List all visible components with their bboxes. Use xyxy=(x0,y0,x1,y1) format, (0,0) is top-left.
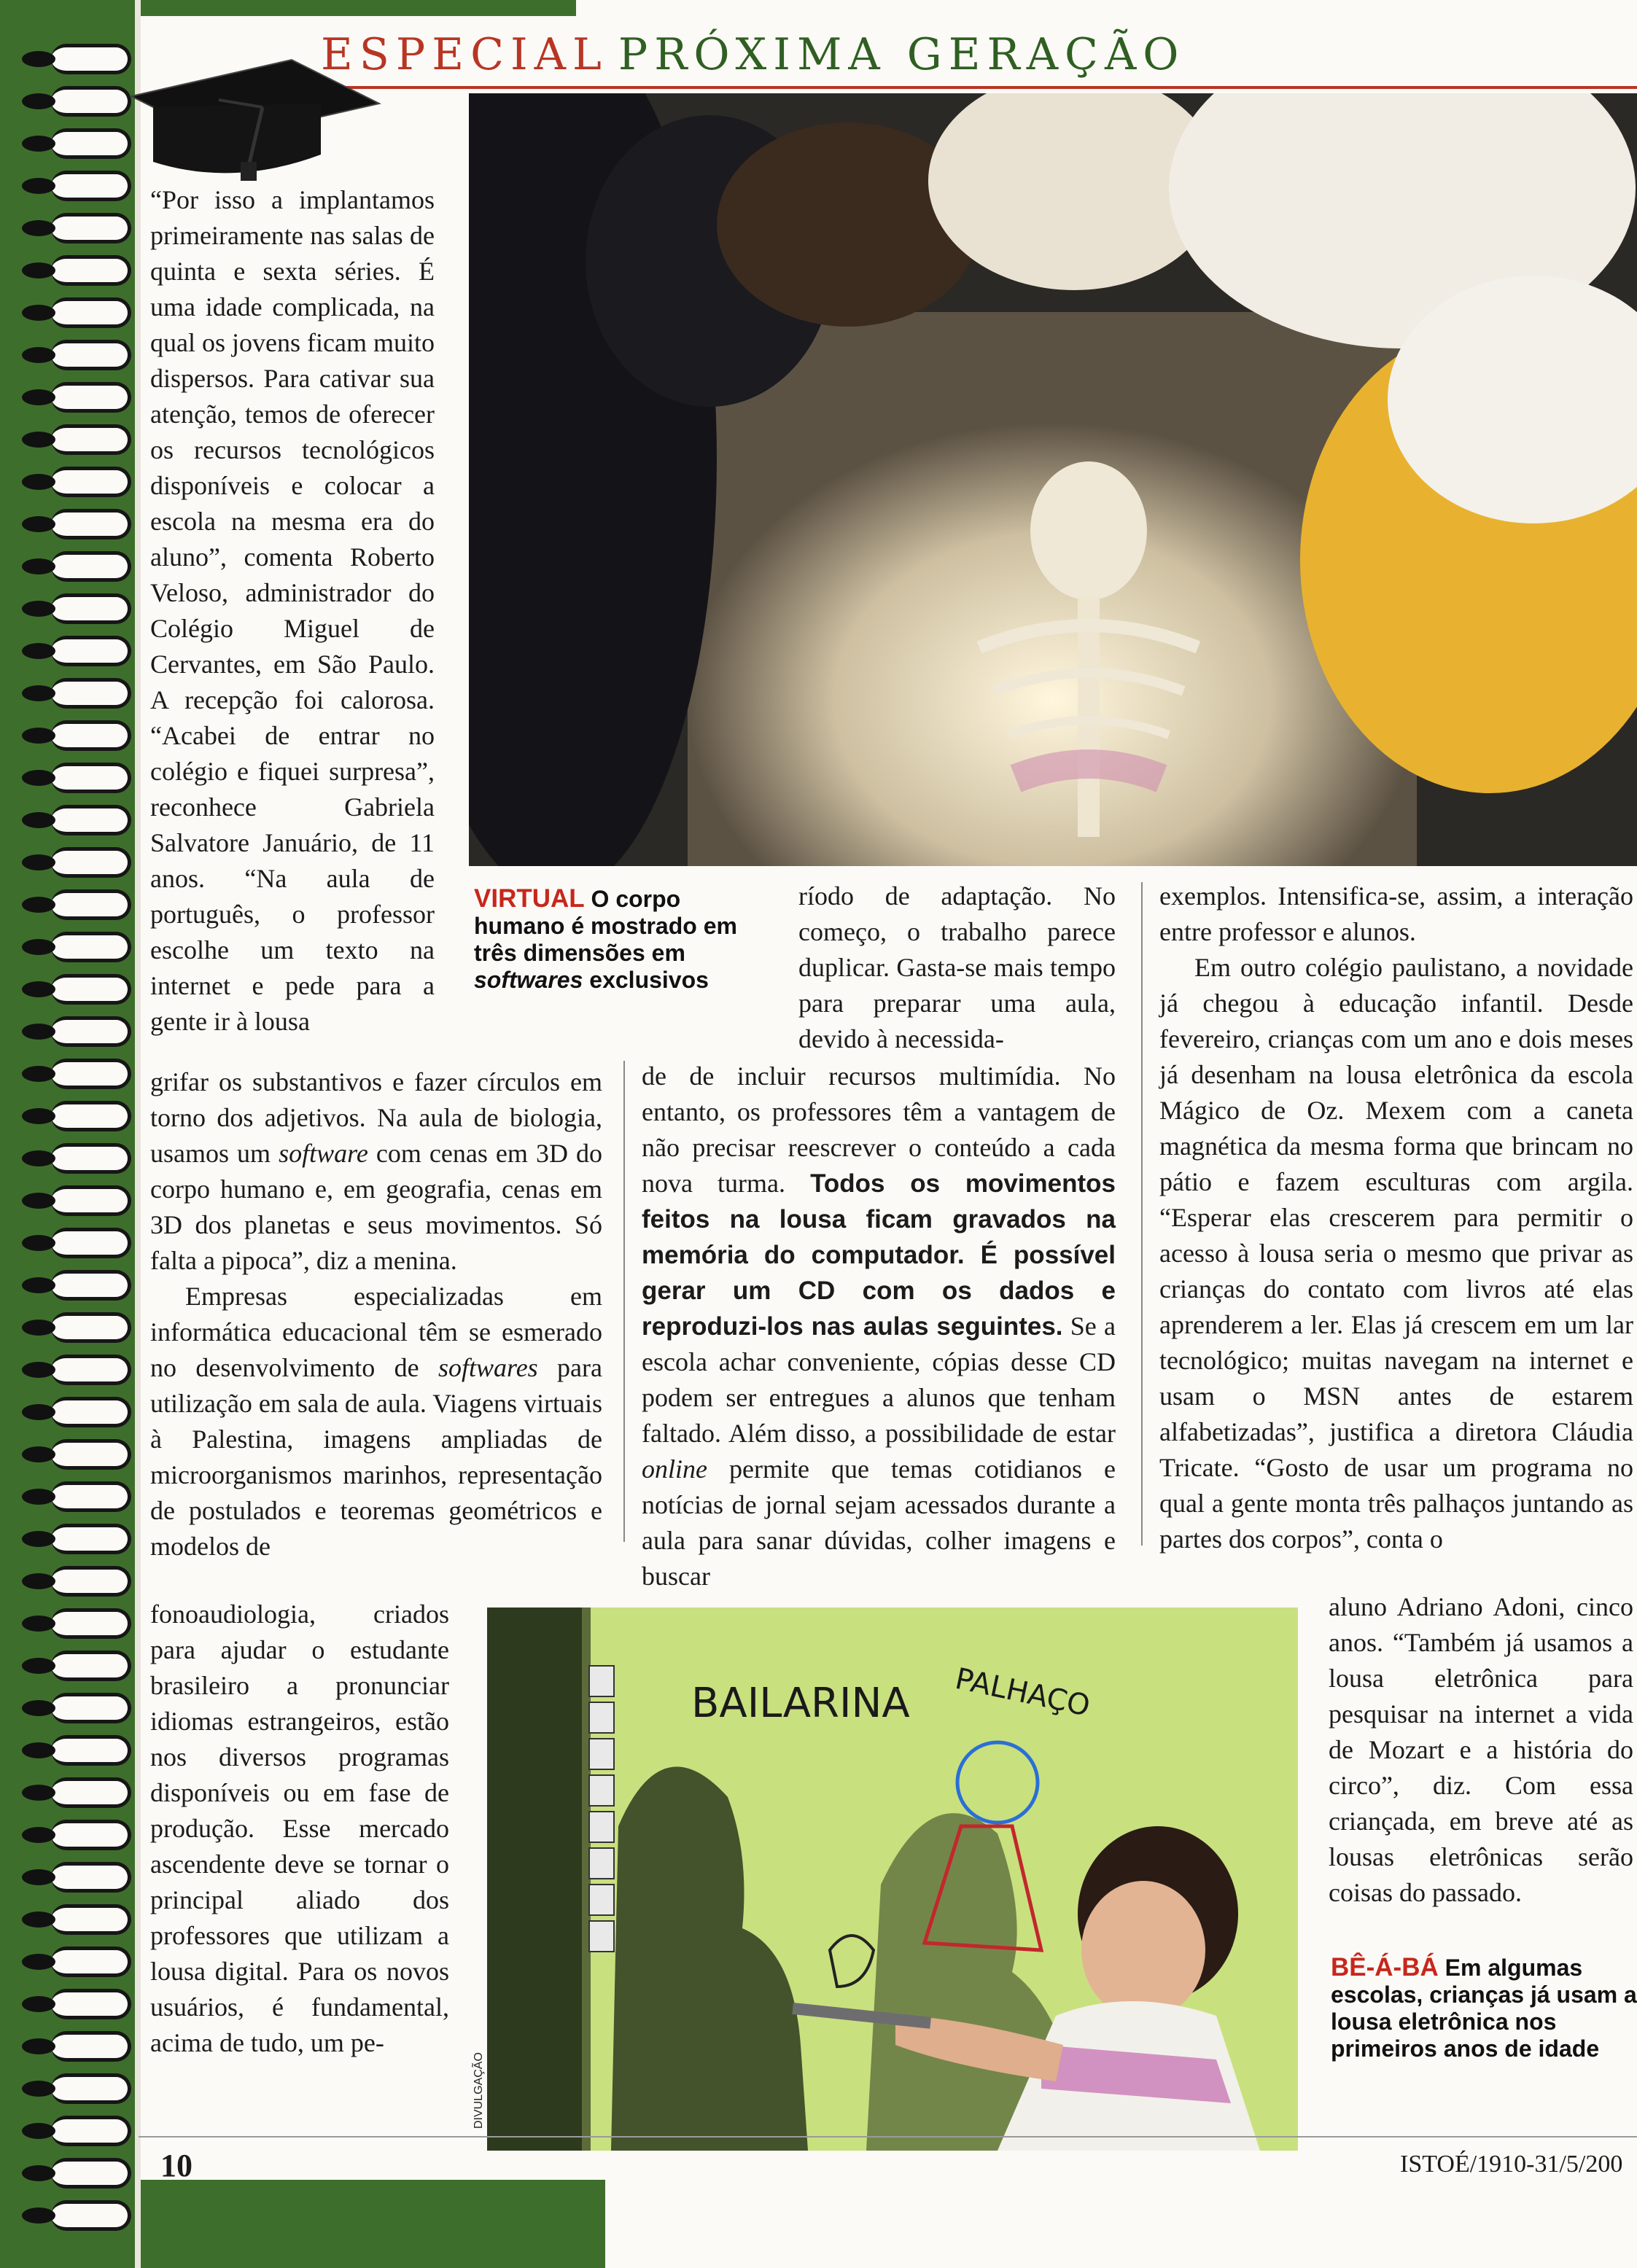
footer-rule xyxy=(139,2136,1637,2138)
paragraph-1: “Por isso a implantamos primeiramente nas salas de quinta e sexta séries. É uma idade complicada, na qual os jovens ficam muito dispersos. Para cativar sua atenção, temos de oferecer os recursos tecnológicos disponíveis e colocar a escola na mesma era do aluno”, comenta Roberto Veloso, administrador do Colégio Miguel de Cervantes, em São Paulo. A recepção foi calorosa. “Acabei de entrar no colégio e fiquei surpresa”, reconhece Gabriela Salvatore Januário, de 11 anos. “Na aula de português, o professor escolhe um texto na internet e pede para a gente ir à lousa xyxy=(150,185,435,1036)
binder-ring xyxy=(51,593,131,624)
binder-ring xyxy=(51,213,131,243)
binder-ring xyxy=(51,847,131,878)
binder-ring xyxy=(51,720,131,751)
section-label: ESPECIAL xyxy=(321,29,608,80)
column-rule-2 xyxy=(1141,882,1143,1546)
whiteboard-label-bailarina: BAILARINA xyxy=(691,1680,910,1727)
whiteboard-label-palhaco: PALHAÇO xyxy=(952,1661,1093,1723)
binder-ring xyxy=(51,297,131,328)
column-1-upper xyxy=(150,182,435,1040)
binder-ring xyxy=(51,1185,131,1216)
caption-keyword-virtual: VIRTUAL xyxy=(474,884,585,913)
section-header xyxy=(321,29,1185,80)
skeleton-scene-illustration xyxy=(469,93,1637,866)
column-3-intro: exemplos. Intensifica-se, assim, a interação entre professor e alunos. xyxy=(1159,881,1633,946)
binder-ring xyxy=(51,1101,131,1131)
graduation-cap-icon xyxy=(124,52,386,184)
binder-ring xyxy=(51,1397,131,1427)
page-number: 10 xyxy=(160,2148,193,2183)
binder-ring xyxy=(51,1820,131,1850)
binder-ring xyxy=(51,128,131,159)
column-3-main xyxy=(1159,878,1633,1557)
binder-ring xyxy=(51,1862,131,1893)
binder-ring xyxy=(51,2031,131,2062)
column-1-middle xyxy=(150,1064,602,1564)
section-title: PRÓXIMA GERAÇÃO xyxy=(618,29,1186,80)
binder-ring xyxy=(51,171,131,201)
binder-ring xyxy=(51,1608,131,1639)
binder-ring xyxy=(51,255,131,286)
binder-ring xyxy=(51,340,131,370)
photo-child-whiteboard xyxy=(487,1608,1298,2151)
binder-ring xyxy=(51,1946,131,1977)
highlighted-text: Todos os movimentos feitos na lousa ficam gravados na memória do computador. É possível gerar um CD com os dados e reproduzi-los nas aulas seguintes. xyxy=(642,1169,1116,1341)
binder-ring xyxy=(51,1651,131,1681)
binder-ring xyxy=(51,805,131,835)
binder-ring xyxy=(51,889,131,920)
column-2-top-text: ríodo de adaptação. No começo, o trabalho parece duplicar. Gasta-se mais tempo para preparar uma aula, devido à necessida- xyxy=(798,881,1116,1053)
binder-ring xyxy=(51,1312,131,1343)
binder-ring xyxy=(51,44,131,74)
binder-ring xyxy=(51,763,131,793)
caption-virtual: VIRTUAL O corpo humano é mostrado em três dimensões em softwares exclusivos xyxy=(474,884,737,993)
binder-ring xyxy=(51,1270,131,1301)
binder-ring xyxy=(51,1143,131,1174)
binder-ring xyxy=(51,1059,131,1089)
binder-ring xyxy=(51,678,131,709)
binder-top-strip xyxy=(0,0,576,16)
column-3-lower xyxy=(1329,1589,1633,1911)
binder-ring xyxy=(51,636,131,666)
binder-ring xyxy=(51,424,131,455)
paragraph-2: Empresas especializadas em informática educacional têm se esmerado no desenvolvimento de softwares para utilização em sala de aula. Viagens virtuais à Palestina, imagens ampliadas de microorganismos marinhos, representação de postulados e teoremas geométricos e modelos de xyxy=(150,1282,602,1561)
binder-ring xyxy=(51,1481,131,1512)
column-rule-1 xyxy=(623,1061,625,1542)
binder-ring xyxy=(51,1904,131,1935)
whiteboard-scene-illustration xyxy=(487,1608,1298,2151)
issue-info: ISTOÉ/1910-31/5/200 xyxy=(1400,2151,1623,2178)
binder-ring xyxy=(51,2116,131,2146)
binder-ring xyxy=(51,2158,131,2189)
page-edge xyxy=(135,0,141,2268)
column-3-paragraph-2: Em outro colégio paulistano, a novidade já chegou à educação infantil. Desde fevereiro, crianças com um ano e dois meses já desenham na lousa eletrônica da escola Mágico de Oz. Mexem com a caneta magnética da mesma forma que brincam no pátio e fazem esculturas com argila. “Esperar elas crescerem para permitir o acesso à lousa seria o mesmo que privar as crianças do contato com livros até elas aprenderem a ler. Elas já crescem em um lar tecnológico; muitas navegam na internet e usam o MSN antes de estarem alfabetizadas”, justifica a diretora Cláudia Tricate. “Gosto de usar um programa no qual a gente monta três palhaços juntando as partes dos corpos”, conta o xyxy=(1159,953,1633,1554)
paragraph-2-continued: fonoaudiologia, criados para ajudar o estudante brasileiro a pronunciar idiomas estrangeiros, estão nos diversos programas disponíveis ou em fase de produção. Esse mercado ascendente deve se tornar o principal aliado dos professores que utilizam a lousa digital. Para os novos usuários, é fundamental, acima de tudo, um pe- xyxy=(150,1599,449,2057)
header-rule xyxy=(288,86,1637,89)
binder-ring xyxy=(51,1439,131,1470)
caption-keyword-be-a-ba: BÊ-Á-BÁ xyxy=(1331,1953,1439,1981)
binder-ring xyxy=(51,932,131,962)
column-2-text: de de incluir recursos multimídia. No entanto, os professores têm a vantagem de não precisar reescrever o conteúdo a cada nova turma. Todos os movimentos feitos na lousa ficam gravados na memória do computador. É possível gerar um CD com os dados e reproduzi-los nas aulas seguintes. Se a escola achar conveniente, cópias desse CD podem ser entregues a alunos que tenham faltado. Além disso, a possibilidade de estar online permite que temas cotidianos e notícias de jornal sejam acessados durante a aula para sanar dúvidas, colher imagens e buscar xyxy=(642,1061,1116,1591)
binder-ring xyxy=(51,551,131,582)
binder-ring xyxy=(51,1566,131,1597)
binder-ring xyxy=(51,467,131,497)
column-1-lower xyxy=(150,1597,449,2061)
column-2-main xyxy=(642,1059,1116,1594)
binder-ring xyxy=(51,1735,131,1766)
photo-credit: DIVULGAÇÃO xyxy=(473,2052,485,2129)
binder-ring xyxy=(51,2073,131,2104)
binder-ring xyxy=(51,1524,131,1554)
column-3-continued: aluno Adriano Adoni, cinco anos. “Também já usamos a lousa eletrônica para pesquisar na internet a vida de Mozart e a história do circo”, diz. Com essa criançada, em breve até as lousas eletrônicas serão coisas do passado. xyxy=(1329,1592,1633,1907)
binder-ring xyxy=(51,509,131,539)
caption-be-a-ba: BÊ-Á-BÁ Em algumas escolas, crianças já usam a lousa eletrônica nos primeiros anos de idade xyxy=(1331,1953,1637,2062)
binder-ring xyxy=(51,1355,131,1385)
binder-ring xyxy=(51,1016,131,1047)
column-2-top xyxy=(798,878,1116,1057)
binder-ring xyxy=(51,1228,131,1258)
paragraph-1-continued: grifar os substantivos e fazer círculos em torno dos adjetivos. Na aula de biologia, usamos um software com cenas em 3D do corpo humano e, em geografia, cenas em 3D dos planetas e seus movimentos. Só falta a pipoca”, diz a menina. xyxy=(150,1067,602,1275)
binder-ring xyxy=(51,1777,131,1808)
binder-ring xyxy=(51,1989,131,2019)
photo-students-3d-skeleton xyxy=(469,93,1637,866)
binder-ring xyxy=(51,2200,131,2231)
binder-ring xyxy=(51,382,131,413)
binder-ring xyxy=(51,1693,131,1723)
binder-ring xyxy=(51,86,131,117)
binder-ring xyxy=(51,974,131,1005)
